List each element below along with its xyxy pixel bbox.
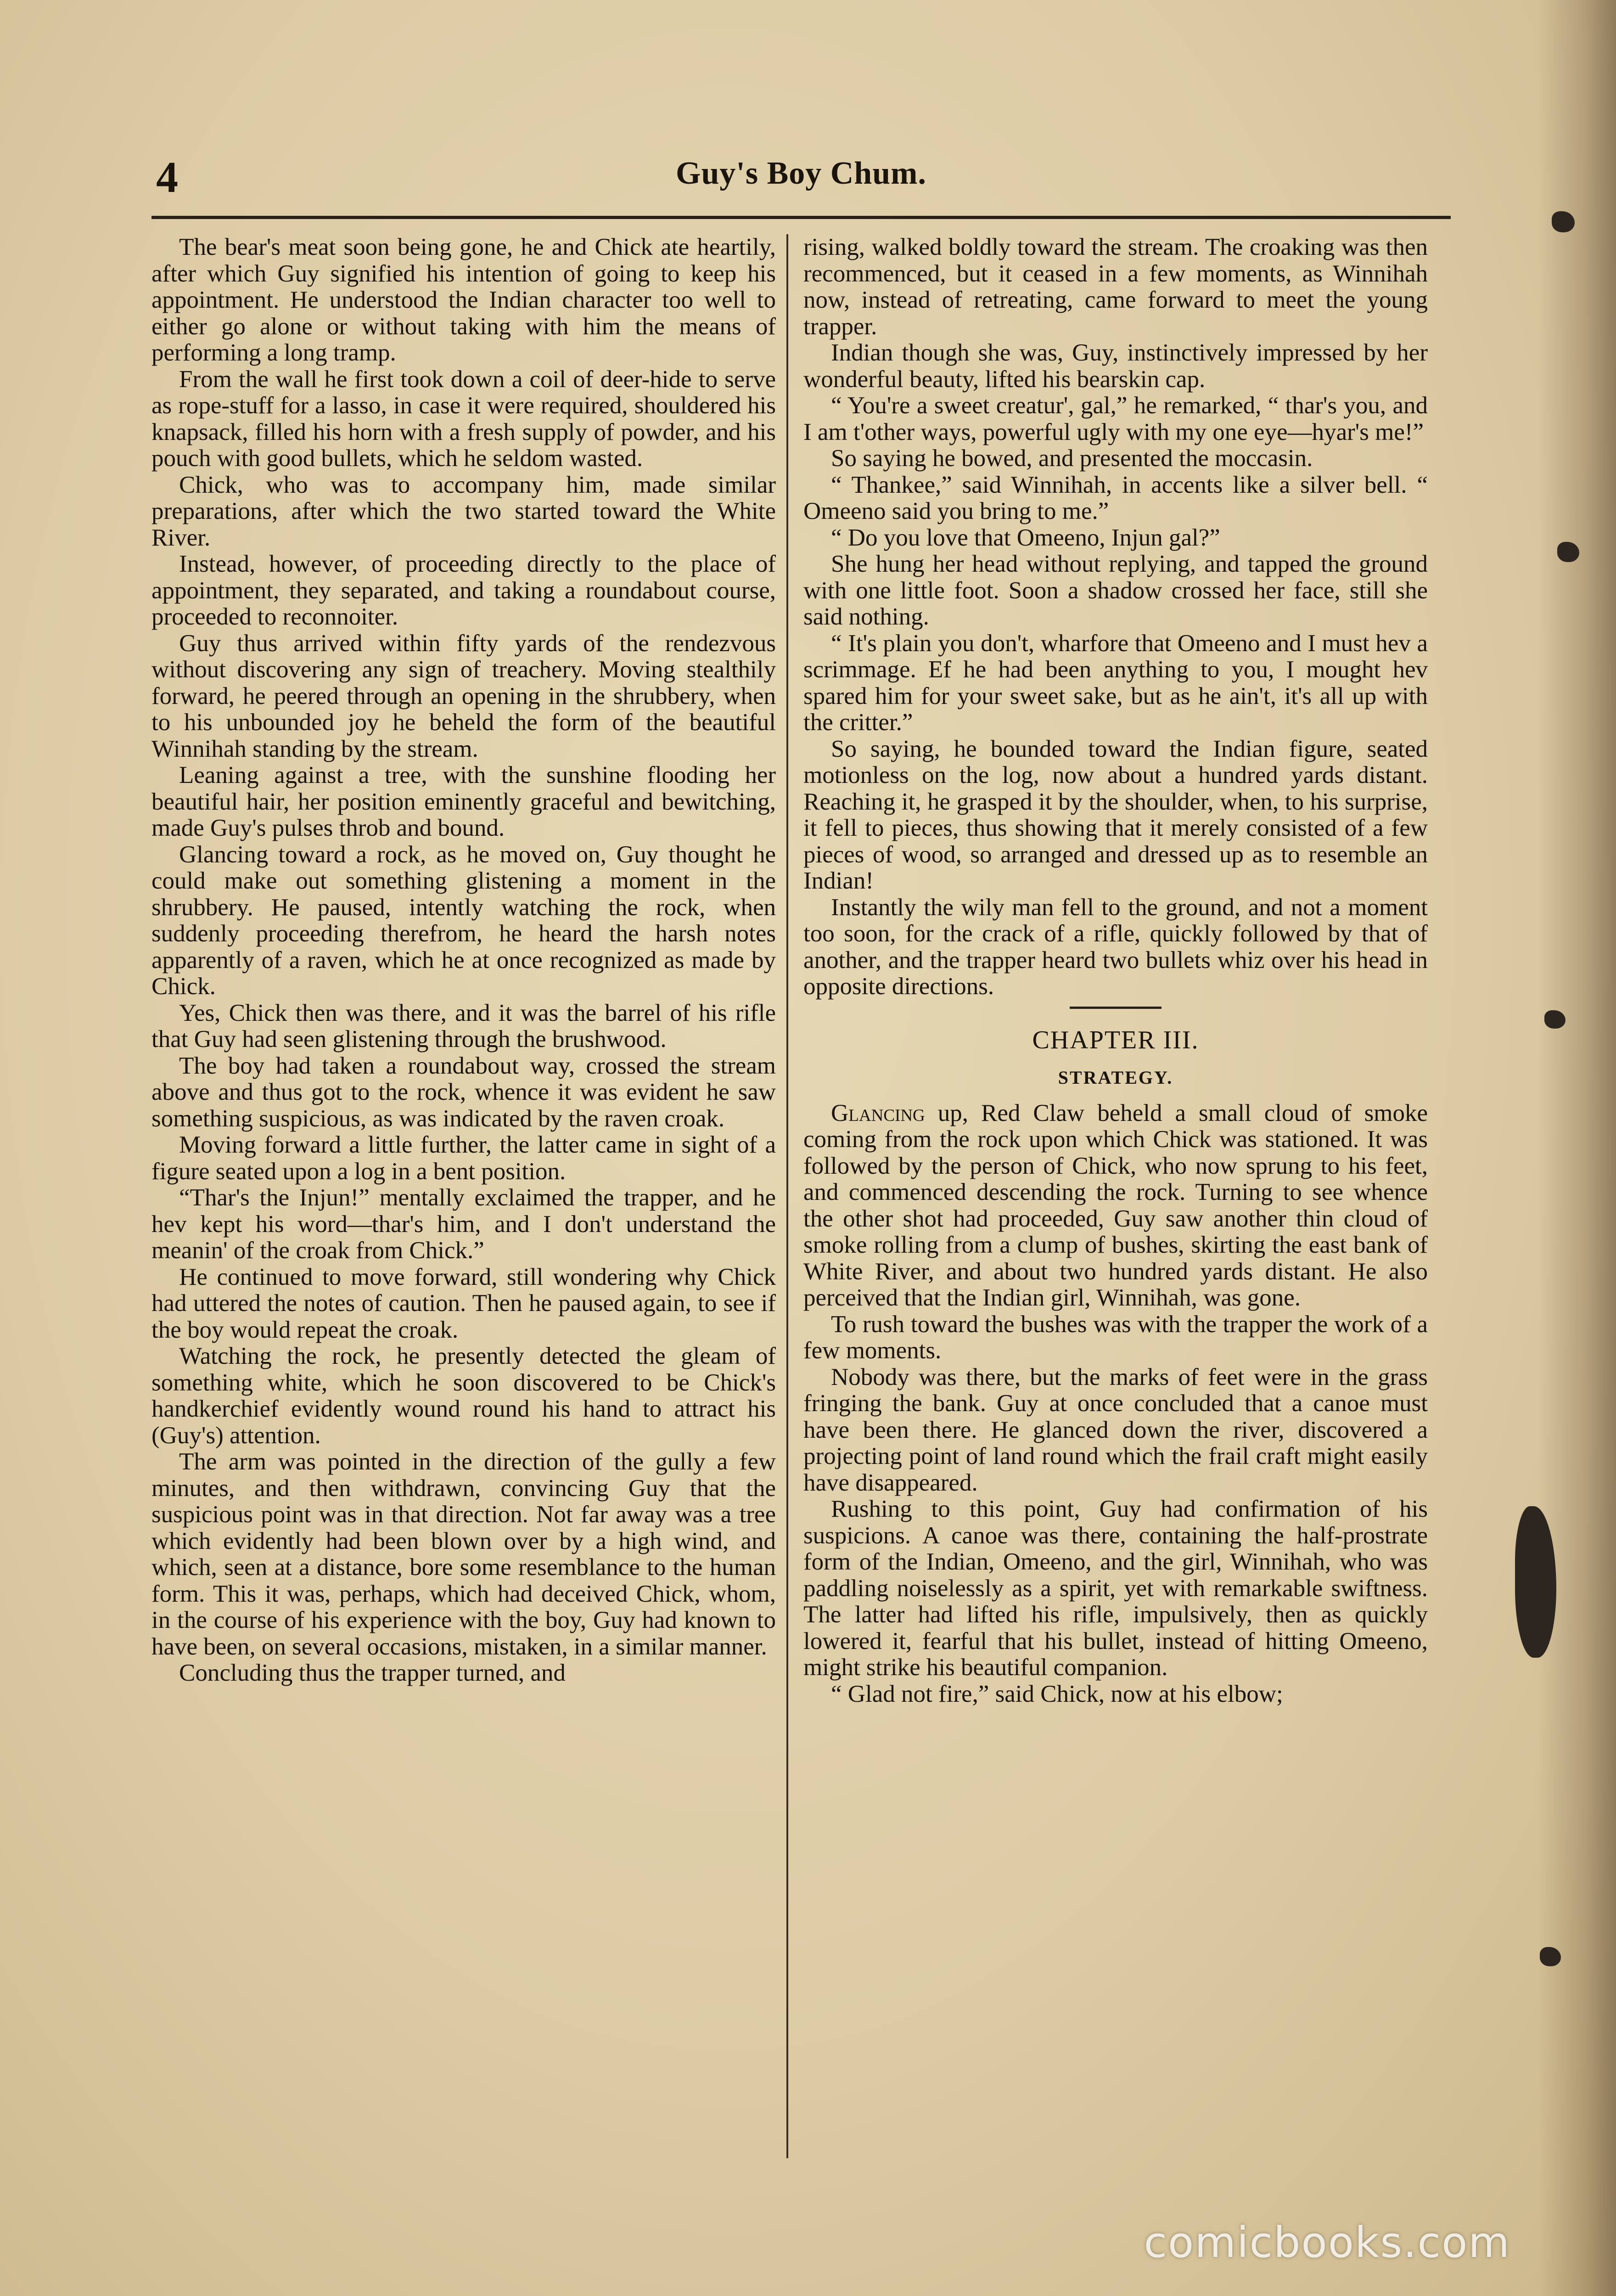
paragraph: The arm was pointed in the direction of the gully a few minutes, and then withdrawn, convincing Guy that the suspicious point was in that direction. Not far away was a tree which evidently had been blown over by a high wind, and which, seen at a distance, bore some resemblance to the human form. This it was, perhaps, which had deceived Chick, whom, in the course of his experience with the boy, Guy had known to have been, on several occasions, mistaken, in a similar manner.: [152, 1448, 776, 1660]
paragraph: So saying, he bounded toward the Indian figure, seated motionless on the log, now about a hundred yards distant. Reaching it, he grasped it by the shoulder, when, to his surprise, it fell to pieces, thus showing that it merely consisted of a few pieces of wood, so arranged and dressed up as to resemble an Indian!: [803, 735, 1428, 894]
left-column: [152, 234, 776, 2158]
paragraph: She hung her head without replying, and tapped the ground with one little foot. Soon a shadow crossed her face, still she said nothing.: [803, 551, 1428, 630]
paragraph-text: up, Red Claw beheld a small cloud of smoke coming from the rock upon which Chick was stationed. It was followed by the person of Chick, who now sprung to his feet, and commenced descending the rock. Turning to see whence the other shot had proceeded, Guy saw another thin cloud of smoke rolling from a clump of bushes, skirting the east bank of White River, and about two hundred yards distant. He also perceived that the Indian girl, Winnihah, was gone.: [803, 1099, 1428, 1311]
page-number: 4: [156, 152, 178, 202]
paragraph: “ It's plain you don't, wharfore that Omeeno and I must hev a scrimmage. Ef he had been anything to you, I mought hev spared him for your sweet sake, but as he ain't, it's all up with the critter.”: [803, 630, 1428, 736]
watermark: comicbooks.com: [1144, 2218, 1510, 2267]
paragraph: Chick, who was to accompany him, made similar preparations, after which the two started toward the White River.: [152, 471, 776, 551]
paragraph: Watching the rock, he presently detected the gleam of something white, which he soon discovered to be Chick's handkerchief evidently wound round his hand to attract his (Guy's) attention.: [152, 1343, 776, 1449]
paragraph: He continued to move forward, still wondering why Chick had uttered the notes of caution. Then he paused again, to see if the boy would repeat the croak.: [152, 1263, 776, 1343]
paragraph: “ You're a sweet creatur', gal,” he remarked, “ thar's you, and I am t'other ways, powerful ugly with my one eye—hyar's me!”: [803, 392, 1428, 445]
chapter-opening-paragraph: [803, 1100, 1428, 1311]
chapter-title: CHAPTER III.: [1032, 1025, 1199, 1054]
paragraph: Indian though she was, Guy, instinctively impressed by her wonderful beauty, lifted his bearskin cap.: [803, 339, 1428, 393]
paragraph: To rush toward the bushes was with the trapper the work of a few moments.: [803, 1311, 1428, 1364]
binding-hole: [1540, 1947, 1561, 1966]
paragraph: Glancing toward a rock, as he moved on, Guy thought he could make out something glistening a moment in the shrubbery. He paused, intently watching the rock, when suddenly proceeding therefrom, he heard the harsh notes apparently of a raven, which he at once recognized as made by Chick.: [152, 841, 776, 1000]
paragraph: rising, walked boldly toward the stream. The croaking was then recommenced, but it ceased in a few moments, as Winnihah now, instead of retreating, came forward to meet the young trapper.: [803, 234, 1428, 340]
column-divider: [786, 234, 788, 2158]
paragraph: Rushing to this point, Guy had confirmation of his suspicions. A canoe was there, containing the half-prostrate form of the Indian, Omeeno, and the girl, Winnihah, who was paddling noiselessly as a spirit, yet with remarkable swiftness. The latter had lifted his rifle, impulsively, then as quickly lowered it, fearful that his bullet, instead of hitting Omeeno, might strike his beautiful companion.: [803, 1496, 1428, 1681]
binding-hole: [1557, 542, 1579, 562]
page-header: [152, 152, 1451, 207]
paragraph: Instead, however, of proceeding directly to the place of appointment, they separated, and taking a roundabout course, proceeded to reconnoiter.: [152, 551, 776, 630]
paragraph: Moving forward a little further, the latter came in sight of a figure seated upon a log in a bent position.: [152, 1131, 776, 1185]
paragraph: “ Glad not fire,” said Chick, now at his elbow;: [831, 1680, 1283, 1707]
paragraph: Leaning against a tree, with the sunshine flooding her beautiful hair, her position eminently graceful and bewitching, made Guy's pulses throb and bound.: [152, 762, 776, 841]
binding-hole: [1552, 211, 1575, 232]
running-title: Guy's Boy Chum.: [676, 156, 926, 191]
paragraph: Concluding thus the trapper turned, and: [179, 1660, 566, 1686]
paragraph: From the wall he first took down a coil of deer-hide to serve as rope-stuff for a lasso, in case it were required, shouldered his knapsack, filled his horn with a fresh supply of powder, and his pouch with good bullets, which he seldom wasted.: [152, 366, 776, 472]
header-rule: [152, 216, 1451, 219]
section-rule: [1070, 1007, 1162, 1009]
paragraph: “Thar's the Injun!” mentally exclaimed the trapper, and he hev kept his word—thar's him, and I don't understand the meanin' of the croak from Chick.”: [152, 1184, 776, 1264]
drop-word: Glancing: [831, 1099, 925, 1126]
chapter-subtitle: STRATEGY.: [1058, 1067, 1173, 1088]
paragraph: Instantly the wily man fell to the ground, and not a moment too soon, for the crack of a rifle, quickly followed by that of another, and the trapper heard two bullets whiz over his head in opposite directions.: [803, 894, 1428, 1000]
right-column: [803, 234, 1428, 2158]
paragraph: “ Do you love that Omeeno, Injun gal?”: [831, 524, 1220, 551]
paragraph: “ Thankee,” said Winnihah, in accents like a silver bell. “ Omeeno said you bring to me.”: [803, 471, 1428, 524]
paragraph: So saying he bowed, and presented the moccasin.: [831, 445, 1313, 472]
binding-hole: [1544, 1010, 1566, 1029]
paragraph: Yes, Chick then was there, and it was the barrel of his rifle that Guy had seen glistening through the brushwood.: [152, 999, 776, 1052]
paragraph: The boy had taken a roundabout way, crossed the stream above and thus got to the rock, whence it was evident he saw something suspicious, as was indicated by the raven croak.: [152, 1052, 776, 1132]
paragraph: Nobody was there, but the marks of feet were in the grass fringing the bank. Guy at once concluded that a canoe must have been there. He glanced down the river, discovered a projecting point of land round which the frail craft might easily have disappeared.: [803, 1363, 1428, 1496]
paragraph: Guy thus arrived within fifty yards of the rendezvous without discovering any sign of treachery. Moving stealthily forward, he peered through an opening in the shrubbery, when to his unbounded joy he beheld the form of the beautiful Winnihah standing by the stream.: [152, 630, 776, 762]
paragraph: The bear's meat soon being gone, he and Chick ate heartily, after which Guy signified his intention of going to keep his appointment. He understood the Indian character too well to either go alone or without taking with him the means of performing a long tramp.: [152, 234, 776, 366]
